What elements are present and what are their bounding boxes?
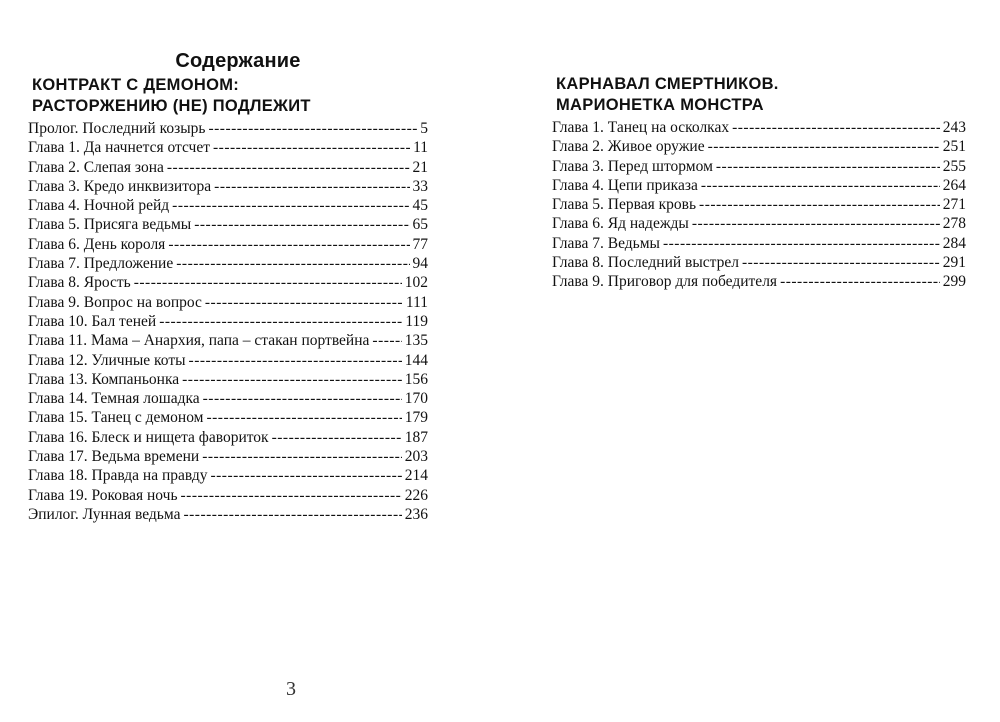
toc-entry (28, 389, 428, 408)
toc-entry (552, 118, 966, 137)
toc-entry-leader (699, 195, 940, 214)
toc-entry (552, 137, 966, 156)
toc-entry (28, 351, 428, 370)
toc-entry-title: Глава 11. Мама – Анархия, папа – стакан портвейна (28, 332, 370, 350)
toc-entry-leader (701, 176, 940, 195)
toc-entry-page: 226 (404, 486, 428, 504)
toc-entry-page: 187 (404, 428, 428, 446)
toc-entry-page: 94 (412, 255, 428, 273)
toc-entry-page: 156 (404, 370, 428, 388)
left-page (28, 50, 428, 524)
toc-entry-title: Глава 5. Присяга ведьмы (28, 216, 192, 234)
toc-entry-leader (194, 215, 409, 234)
toc-entry-leader (213, 138, 410, 157)
toc-entry-page: 33 (412, 177, 428, 195)
toc-entry-title: Глава 12. Уличные коты (28, 351, 186, 369)
toc-entry-leader (692, 214, 940, 233)
toc-entry-title: Глава 2. Живое оружие (552, 138, 705, 156)
toc-entry-leader (206, 408, 401, 427)
toc-entry (28, 273, 428, 292)
toc-entry-page: 45 (412, 197, 428, 215)
toc-entry-leader (208, 119, 417, 138)
toc-entry (28, 177, 428, 196)
toc-entry-leader (663, 234, 940, 253)
toc-entry-leader (202, 447, 402, 466)
page-number: 3 (286, 678, 296, 700)
toc-entry-title: Глава 6. День короля (28, 235, 166, 253)
toc-entry-leader (214, 177, 409, 196)
toc-entry-page: 170 (404, 390, 428, 408)
toc-entry-page: 21 (412, 158, 428, 176)
toc-entry (28, 119, 428, 138)
toc-entry (552, 253, 966, 272)
toc-entry-page: 135 (404, 332, 428, 350)
toc-heading: Содержание (175, 50, 301, 72)
toc-entry-title: Глава 16. Блеск и нищета фавориток (28, 428, 269, 446)
toc-entry (28, 293, 428, 312)
toc-entry-title: Глава 19. Роковая ночь (28, 486, 178, 504)
toc-entry (552, 176, 966, 195)
toc-entry-title: Глава 9. Приговор для победителя (552, 273, 778, 291)
toc-entry-leader (167, 158, 410, 177)
toc-entry-leader (182, 370, 402, 389)
toc-entry-leader (168, 235, 409, 254)
toc-entry-leader (203, 389, 402, 408)
right-page (552, 74, 966, 292)
toc-entry-title: Глава 13. Компаньонка (28, 370, 180, 388)
toc-entry (28, 428, 428, 447)
toc-entry (28, 254, 428, 273)
toc-entry-title: Глава 4. Цепи приказа (552, 176, 698, 194)
toc-entry-page: 236 (404, 505, 428, 523)
toc-entry-title: Глава 6. Яд надежды (552, 215, 689, 233)
toc-entry-leader (172, 196, 409, 215)
toc-entry-title: Глава 1. Танец на осколках (552, 119, 730, 136)
toc-entry-page: 291 (942, 254, 966, 272)
toc-entry-page: 11 (413, 139, 428, 157)
toc-entry-leader (372, 331, 401, 350)
toc-entry-page: 5 (420, 120, 428, 137)
toc-entry-leader (780, 272, 940, 291)
toc-entry (552, 214, 966, 233)
toc-entry-title: Глава 15. Танец с демоном (28, 409, 204, 427)
toc-entry-title: Глава 8. Ярость (28, 274, 131, 292)
toc-entry-title: Пролог. Последний козырь (28, 120, 206, 137)
toc-entry-page: 284 (942, 234, 966, 252)
toc-entry-leader (181, 486, 402, 505)
toc-entry (28, 505, 428, 524)
toc-entry (28, 215, 428, 234)
toc-entry-page: 102 (404, 274, 428, 292)
toc-entry-title: Глава 14. Темная лошадка (28, 390, 200, 408)
toc-entry-title: Глава 3. Перед штормом (552, 157, 713, 175)
toc-entry (28, 408, 428, 427)
toc-entry-title: Эпилог. Лунная ведьма (28, 505, 181, 523)
toc-entry-page: 299 (942, 273, 966, 291)
book-title-2-line-2: МАРИОНЕТКА МОНСТРА (556, 96, 764, 114)
toc-entry (28, 196, 428, 215)
book-title-2-line-1: КАРНАВАЛ СМЕРТНИКОВ. (556, 75, 779, 93)
toc-list-book-2 (552, 118, 966, 292)
toc-entry-leader (159, 312, 402, 331)
toc-entry (28, 158, 428, 177)
toc-entry-page: 214 (404, 467, 428, 485)
toc-list-book-1 (28, 119, 428, 524)
toc-entry-leader (716, 157, 940, 176)
toc-entry-leader (189, 351, 402, 370)
toc-entry-title: Глава 18. Правда на правду (28, 467, 208, 485)
toc-entry-page: 255 (942, 157, 966, 175)
toc-entry-title: Глава 9. Вопрос на вопрос (28, 293, 202, 311)
toc-entry (552, 157, 966, 176)
book-title-2 (556, 74, 966, 116)
toc-entry-leader (183, 505, 401, 524)
toc-entry (28, 331, 428, 350)
toc-entry-title: Глава 8. Последний выстрел (552, 254, 739, 272)
toc-entry-title: Глава 3. Кредо инквизитора (28, 177, 212, 195)
toc-entry-title: Глава 4. Ночной рейд (28, 197, 170, 215)
toc-entry (28, 312, 428, 331)
toc-entry-leader (742, 253, 940, 272)
book-title-1-line-2: РАСТОРЖЕНИЮ (НЕ) ПОДЛЕЖИТ (32, 97, 311, 115)
toc-entry-leader (134, 273, 402, 292)
book-title-1-line-1: КОНТРАКТ С ДЕМОНОМ: (32, 76, 240, 94)
toc-entry (552, 234, 966, 253)
toc-entry-title: Глава 7. Ведьмы (552, 234, 660, 252)
toc-entry-page: 65 (412, 216, 428, 234)
toc-entry (552, 272, 966, 291)
toc-entry-title: Глава 2. Слепая зона (28, 158, 164, 176)
toc-entry-title: Глава 5. Первая кровь (552, 196, 697, 214)
toc-entry-page: 203 (404, 448, 428, 466)
toc-entry-title: Глава 10. Бал теней (28, 312, 157, 330)
toc-entry-leader (210, 466, 401, 485)
toc-entry (552, 195, 966, 214)
toc-entry-title: Глава 1. Да начнется отсчет (28, 139, 211, 157)
toc-entry-leader (732, 118, 940, 137)
toc-entry-leader (272, 428, 402, 447)
toc-entry-leader (205, 293, 403, 312)
book-title-1 (32, 75, 428, 117)
toc-entry-page: 144 (404, 351, 428, 369)
toc-entry-page: 179 (404, 409, 428, 427)
toc-entry (28, 138, 428, 157)
toc-entry-leader (708, 137, 940, 156)
toc-entry-page: 243 (942, 119, 966, 136)
toc-entry-title: Глава 17. Ведьма времени (28, 448, 200, 466)
toc-entry (28, 370, 428, 389)
toc-entry-page: 77 (412, 235, 428, 253)
toc-entry-page: 278 (942, 215, 966, 233)
toc-entry (28, 447, 428, 466)
toc-entry (28, 235, 428, 254)
toc-entry-title: Глава 7. Предложение (28, 255, 174, 273)
toc-entry (28, 486, 428, 505)
toc-entry-page: 264 (942, 176, 966, 194)
toc-entry-page: 251 (942, 138, 966, 156)
toc-entry-page: 119 (405, 312, 428, 330)
toc-entry-page: 271 (942, 196, 966, 214)
toc-entry (28, 466, 428, 485)
toc-entry-page: 111 (405, 293, 428, 311)
toc-entry-leader (176, 254, 409, 273)
